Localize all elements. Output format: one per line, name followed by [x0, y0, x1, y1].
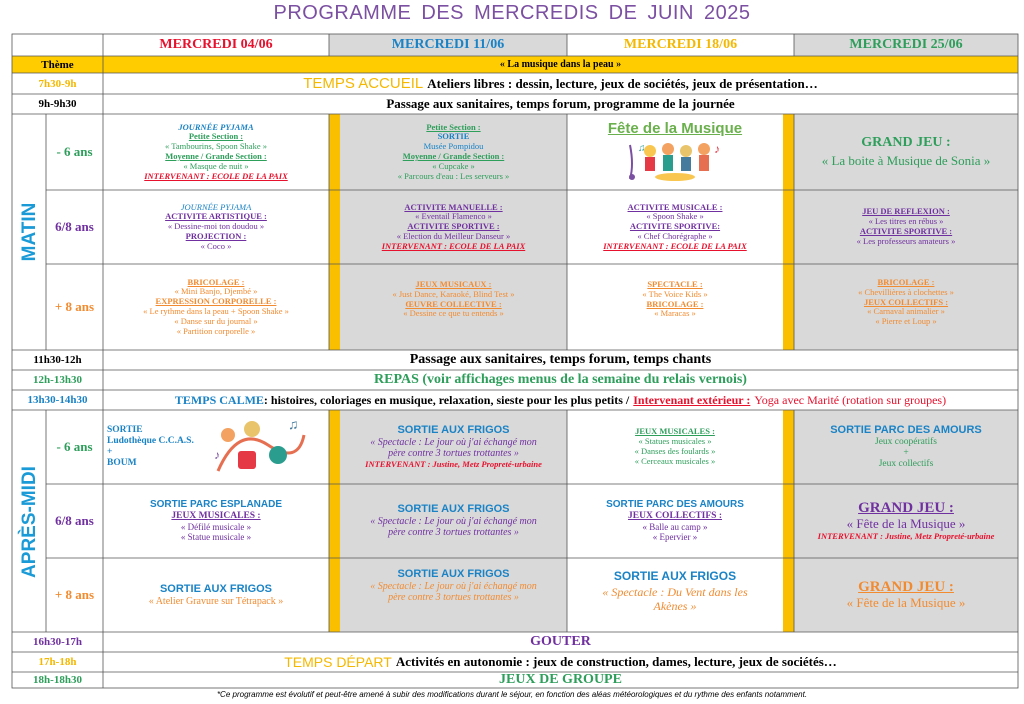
cell-line: « Les titres en rébus »: [868, 216, 944, 227]
section-apresmidi-label: APRÈS-MIDI: [19, 466, 40, 578]
theme-value: « La musique dans la peau »: [103, 56, 1018, 73]
cell-line: ACTIVITE ARTISTIQUE :: [165, 211, 267, 222]
cell-line: « La boite à Musique de Sonia »: [821, 152, 991, 168]
calme-yoga: Yoga avec Marité (rotation sur groupes): [754, 392, 947, 407]
time-calme: 13h30-14h30: [27, 394, 88, 406]
cell-line: JEUX COLLECTIFS :: [628, 510, 722, 521]
cell-line: +: [107, 447, 113, 457]
time-groupe: 18h-18h30: [33, 674, 82, 686]
cell-line: « Statues musicales »: [638, 436, 712, 447]
cell-line: « Danses des foulards »: [634, 446, 716, 456]
matin-mid-w4: [794, 190, 1018, 264]
fete-musique-title: Fête de la Musique: [607, 120, 743, 137]
cell-line: « Atelier Gravure sur Tétrapack »: [148, 595, 284, 607]
am-old-w1: [103, 558, 329, 632]
time-depart: 17h-18h: [38, 656, 77, 668]
cell-line: « Cupcake »: [432, 160, 475, 171]
cell-line: JOURNÉE PYJAMA: [178, 121, 254, 132]
am-young-w1: [103, 410, 329, 484]
cell-line: « Maracas »: [654, 308, 696, 319]
depart-title: TEMPS DÉPART: [284, 654, 392, 670]
cell-line: JEUX MUSICALES :: [635, 426, 715, 437]
cell-line: JEUX MUSICALES :: [171, 510, 261, 521]
theme-label: Thème: [12, 56, 103, 73]
cell-line: JEUX COLLECTIFS :: [863, 296, 949, 307]
svg-text:♫: ♫: [638, 143, 646, 155]
cell-line: « Fête de la Musique »: [846, 516, 966, 532]
cell-line: ŒUVRE COLLECTIVE :: [405, 298, 502, 309]
cell-line: « Danse sur du journal »: [174, 315, 258, 326]
matin-mid-w2: [340, 190, 567, 264]
time-gouter: 16h30-17h: [33, 636, 82, 648]
cell-line: « Chevillières à clochettes »: [858, 286, 954, 297]
age-young-morning: - 6 ans: [56, 144, 93, 159]
cell-line: SORTIE AUX FRIGOS: [397, 568, 510, 580]
header-wed-4: MERCREDI 25/06: [794, 34, 1018, 56]
separator-bar: [329, 410, 340, 632]
cell-line: « Les professeurs amateurs »: [856, 235, 956, 246]
am-old-w2: [340, 558, 567, 632]
cell-line: père contre 3 tortues trottantes »: [388, 448, 519, 460]
cell-line: ACTIVITE SPORTIVE :: [859, 226, 953, 236]
cell-line: BRICOLAGE :: [877, 277, 935, 287]
matin-old-w2: [340, 264, 567, 350]
row-repas: REPAS (voir affichages menus de la semaine du relais vernois): [374, 372, 747, 387]
cell-line: INTERVENANT : ECOLE DE LA PAIX: [144, 170, 288, 181]
cell-line: Moyenne / Grande Section :: [165, 151, 267, 161]
svg-text:♪: ♪: [714, 142, 720, 157]
cell-line: JEU DE REFLEXION :: [862, 206, 950, 217]
cell-line: Moyenne / Grande Section :: [402, 151, 505, 161]
matin-young-w2: [340, 114, 567, 190]
cell-line: SORTIE AUX FRIGOS: [613, 569, 737, 583]
cell-line: « Spectacle : Le jour où j'ai échangé mon: [370, 515, 537, 527]
footnote: *Ce programme est évolutif et peut-être amené à subir des modifications durant le séjour, en fonction des aléas météorologiques et du rythme des enfants notamment.: [216, 690, 808, 699]
cell-line: PROJECTION :: [185, 230, 247, 241]
time-accueil: 7h30-9h: [38, 77, 77, 90]
cell-line: ACTIVITE SPORTIVE :: [407, 221, 500, 232]
page-title: PROGRAMME DES MERCREDIS DE JUIN 2025: [273, 2, 751, 24]
age-mid-afternoon: 6/8 ans: [55, 513, 94, 528]
matin-mid-w1: [103, 190, 329, 264]
cell-line: Akènes »: [653, 598, 697, 613]
cell-line: « Balle au camp »: [642, 521, 708, 532]
matin-young-w3: [567, 114, 783, 190]
accueil-title: TEMPS ACCUEIL: [303, 75, 424, 92]
separator-bar: [783, 114, 794, 350]
cell-line: INTERVENANT : Justine, Metz Propreté-urbaine: [365, 458, 542, 469]
cell-line: « Dessine ce que tu entends »: [403, 308, 504, 319]
am-old-w3: [567, 558, 783, 632]
cell-line: EXPRESSION CORPORELLE :: [155, 296, 277, 307]
kids-music-illustration: [620, 139, 730, 183]
cell-line: SORTIE AUX FRIGOS: [397, 424, 510, 437]
cell-line: « Election du Meilleur Danseur »: [396, 230, 511, 241]
header-corner: [12, 34, 103, 56]
cell-line: père contre 3 tortues trottantes »: [388, 592, 519, 604]
row-depart: [103, 652, 1018, 672]
matin-young-w1: [103, 114, 329, 190]
am-mid-w4: [794, 484, 1018, 558]
cell-line: « Parcours d'eau : Les serveurs »: [397, 170, 510, 181]
ludo-text: [107, 425, 194, 469]
cell-line: « Masque de nuit »: [183, 160, 249, 171]
cell-line: Petite Section :: [426, 121, 481, 132]
cell-line: SORTIE AUX FRIGOS: [397, 503, 510, 516]
am-young-w2: [340, 410, 567, 484]
row-midday: Passage aux sanitaires, temps forum, temps chants: [409, 352, 712, 367]
row-morning-start: Passage aux sanitaires, temps forum, programme de la journée: [386, 96, 735, 111]
separator-bar: [329, 114, 340, 350]
cell-line: Ludothèque C.C.A.S.: [107, 436, 194, 447]
calme-intervenant: Intervenant extérieur :: [633, 392, 751, 407]
cell-line: SORTIE AUX FRIGOS: [159, 582, 273, 595]
cell-line: « Statue musicale »: [180, 532, 252, 543]
cell-line: « Eventail Flamenco »: [415, 211, 492, 222]
depart-text: Activités en autonomie : jeux de construction, dames, lecture, jeux de sociétés…: [395, 654, 837, 669]
age-mid-morning: 6/8 ans: [55, 219, 94, 234]
cell-line: « Spectacle : Le jour où j'ai échangé mon: [370, 580, 537, 592]
am-old-w4: [794, 558, 1018, 632]
cell-line: « Carnaval animalier »: [867, 306, 945, 317]
cell-line: SORTIE: [107, 425, 143, 436]
cell-line: GRAND JEU :: [858, 578, 954, 595]
svg-text:♪: ♪: [213, 448, 220, 462]
cell-line: « Le rythme dans la peau + Spoon Shake »: [143, 306, 289, 316]
matin-old-w4: [794, 264, 1018, 350]
svg-text:♫: ♫: [287, 418, 299, 433]
cell-line: « Spectacle : Le jour où j'ai échangé mon: [370, 436, 537, 448]
cell-line: BOUM: [107, 457, 137, 468]
cell-line: « The Voice Kids »: [642, 288, 708, 299]
cell-line: GRAND JEU :: [858, 500, 954, 517]
cell-line: ACTIVITE MANUELLE :: [404, 201, 503, 212]
cell-line: GRAND JEU :: [861, 135, 951, 151]
cell-line: INTERVENANT : Justine, Metz Propreté-urbaine: [817, 531, 995, 542]
cell-line: « Coco »: [200, 240, 232, 251]
calme-text: : histoires, coloriages en musique, relaxation, sieste pour les plus petits /: [263, 392, 630, 407]
header-wed-2: MERCREDI 11/06: [329, 34, 567, 56]
header-wed-1: MERCREDI 04/06: [159, 37, 273, 52]
accueil-text: Ateliers libres : dessin, lecture, jeux de sociétés, jeux de présentation…: [427, 75, 818, 91]
cell-line: « Tambourins, Spoon Shake »: [165, 141, 267, 152]
age-young-afternoon: - 6 ans: [56, 439, 93, 454]
cell-line: « Just Dance, Karaoké, Blind Test »: [392, 288, 515, 299]
cell-line: « Epervier »: [652, 532, 698, 543]
cell-line: BRICOLAGE :: [646, 298, 704, 309]
cell-line: SPECTACLE :: [647, 279, 703, 289]
cell-line: « Fête de la Musique »: [846, 595, 966, 611]
cell-line: père contre 3 tortues trottantes »: [388, 527, 519, 539]
row-groupe: JEUX DE GROUPE: [499, 672, 622, 687]
row-calme: [103, 390, 1018, 410]
cell-line: « Partition corporelle »: [176, 325, 256, 336]
matin-old-w1: [103, 264, 329, 350]
cell-line: SORTIE PARC DES AMOURS: [830, 424, 982, 437]
cell-line: ACTIVITE SPORTIVE:: [629, 221, 721, 232]
cell-line: SORTIE: [437, 131, 470, 142]
cell-line: « Chef Chorégraphe »: [637, 230, 713, 241]
cell-line: « Pierre et Loup »: [875, 316, 937, 327]
cell-line: « Spectacle : Du Vent dans les: [602, 584, 748, 599]
cell-line: « Mini Banjo, Djembé »: [174, 286, 258, 297]
am-young-w4: [794, 410, 1018, 484]
cell-line: SORTIE PARC DES AMOURS: [606, 499, 744, 511]
cell-line: BRICOLAGE :: [187, 276, 245, 287]
matin-young-w4: [794, 114, 1018, 190]
music-notes-illustration: [208, 415, 308, 479]
separator-bar: [783, 410, 794, 632]
cell-line: « Dessine-moi ton doudou »: [167, 221, 265, 232]
matin-mid-w3: [567, 190, 783, 264]
cell-line: JOURNÉE PYJAMA: [180, 201, 252, 212]
cell-line: Petite Section :: [188, 131, 244, 142]
time-midday: 11h30-12h: [33, 354, 82, 366]
header-wed-3: MERCREDI 18/06: [623, 37, 738, 52]
am-mid-w3: [567, 484, 783, 558]
section-matin-label: MATIN: [19, 202, 40, 262]
time-morning-start: 9h-9h30: [38, 98, 77, 110]
age-old-afternoon: + 8 ans: [54, 587, 95, 602]
cell-line: « Défilé musicale »: [180, 521, 252, 532]
age-old-morning: + 8 ans: [54, 299, 95, 314]
am-young-w3: [567, 410, 783, 484]
cell-line: JEUX MUSICAUX :: [415, 279, 492, 289]
cell-line: Jeux collectifs: [878, 458, 934, 469]
cell-line: Musée Pompidou: [423, 141, 484, 152]
cell-line: « Spoon Shake »: [646, 211, 704, 222]
am-mid-w2: [340, 484, 567, 558]
matin-old-w3: [567, 264, 783, 350]
row-accueil: [103, 73, 1018, 94]
cell-line: « Cerceaux musicales »: [634, 455, 716, 466]
cell-line: Jeux coopératifs: [875, 436, 937, 447]
cell-line: +: [903, 447, 909, 458]
cell-line: SORTIE PARC ESPLANADE: [149, 499, 283, 511]
cell-line: INTERVENANT : ECOLE DE LA PAIX: [603, 240, 747, 251]
calme-title: TEMPS CALME: [174, 392, 264, 407]
time-repas: 12h-13h30: [33, 374, 82, 386]
row-gouter: GOUTER: [530, 634, 591, 649]
am-mid-w1: [103, 484, 329, 558]
cell-line: INTERVENANT : ECOLE DE LA PAIX: [381, 240, 526, 251]
cell-line: ACTIVITE MUSICALE :: [627, 201, 723, 212]
